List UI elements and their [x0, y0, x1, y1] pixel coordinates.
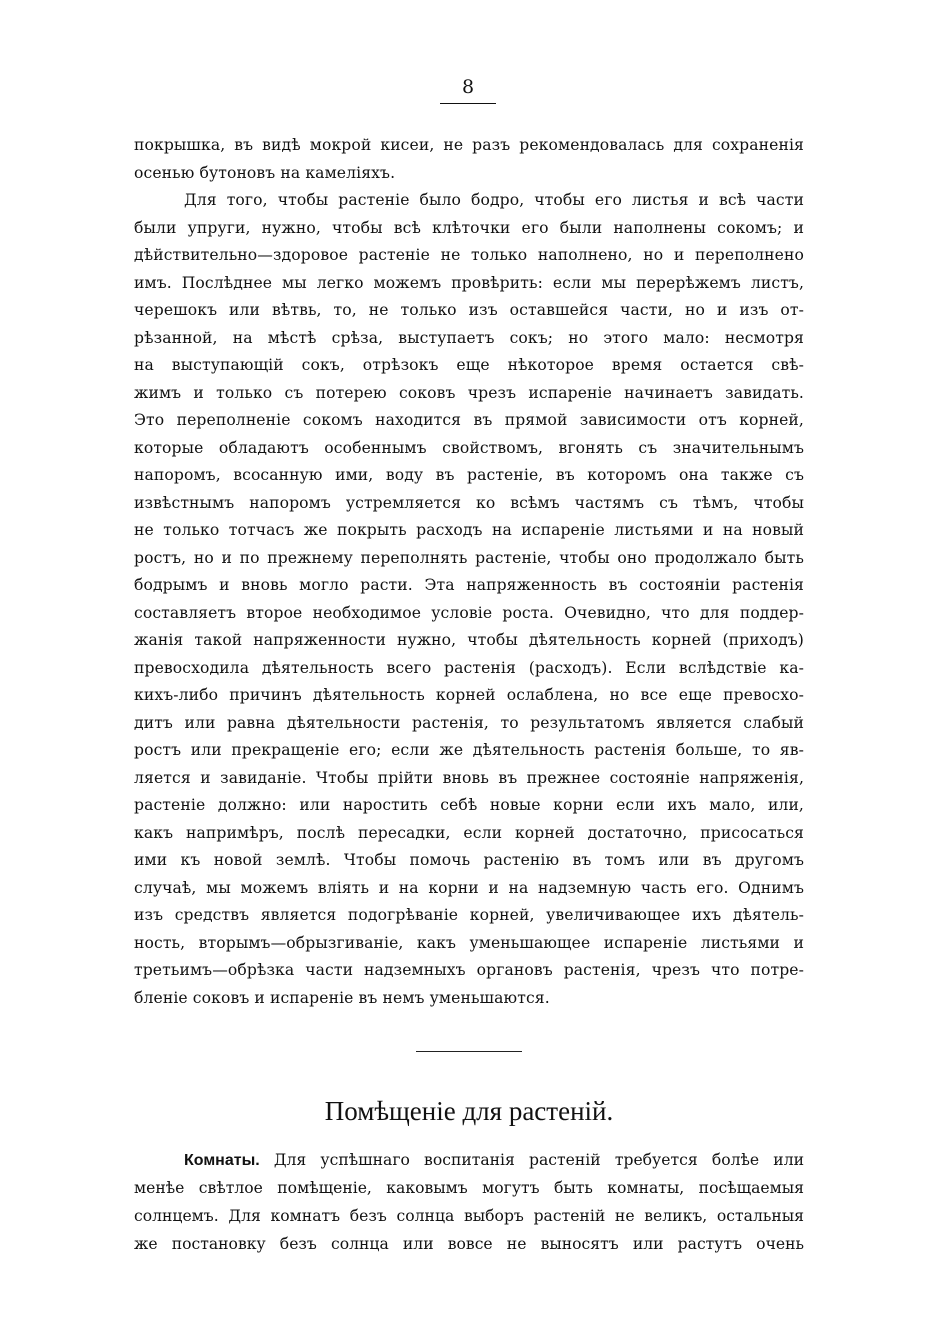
text-line: дѣйствительно—здоровое растеніе не только наполнено, но и переполнено — [134, 246, 804, 264]
text-line: рѣзанной, на мѣстѣ срѣза, выступаетъ сокъ; но этого мало: несмотря — [134, 328, 804, 347]
text-line: третьимъ—обрѣзка части надземныхъ органовъ растенія, чрезъ что потре- — [134, 961, 804, 979]
text-line: кихъ-либо причинъ дѣятельность корней ослаблена, но все еще превосхо- — [134, 686, 804, 704]
page-number-rule — [440, 103, 496, 104]
text-line: были упруги, нужно, чтобы всѣ клѣточки его были наполнены сокомъ; и — [134, 218, 804, 237]
text-line: бодрымъ и вновь могло расти. Эта напряженность въ состояніи растенія — [134, 576, 804, 594]
text-line: которые обладаютъ особеннымъ свойствомъ, вгонять съ значительнымъ — [134, 438, 804, 457]
text-line: менѣе свѣтлое помѣщеніе, каковымъ могутъ быть комнаты, посѣщаемыя — [134, 1179, 804, 1197]
text-line: ими къ новой землѣ. Чтобы помочь растенію въ томъ или въ другомъ — [134, 851, 804, 869]
text-line: извѣстнымъ напоромъ устремляется ко всѣмъ частямъ съ тѣмъ, чтобы — [134, 493, 804, 512]
text-line: растеніе должно: или наростить себѣ новые корни если ихъ мало, или, — [134, 796, 804, 814]
text-line-rest: Для успѣшнаго воспитанія растеній требуется болѣе или — [273, 1151, 804, 1169]
text-line: бленіе соковъ и испареніе въ немъ уменьшаются. — [134, 988, 550, 1007]
text-line: осенью бутоновъ на камеліяхъ. — [134, 163, 396, 182]
section-divider — [416, 1051, 522, 1052]
text-line: дитъ или равна дѣятельности растенія, то результатомъ является слабый — [134, 713, 804, 732]
text-line: случаѣ, мы можемъ вліять и на корни и на надземную часть его. Однимъ — [134, 878, 804, 897]
section-text — [134, 1146, 804, 1258]
text-line: имъ. Послѣднее мы легко можемъ провѣрить: если мы перерѣжемъ листъ, — [134, 273, 804, 292]
text-line: на выступающій сокъ, отрѣзокъ еще нѣкоторое время остается свѣ- — [134, 356, 804, 374]
text-line: покрышка, въ видѣ мокрой кисеи, не разъ рекомендовалась для сохраненія — [134, 136, 804, 154]
text-line: превосходила дѣятельность всего растенія (расходъ). Если вслѣдствіе ка- — [134, 658, 804, 677]
text-line: ростъ, но и по прежнему переполнять растеніе, чтобы оно продолжало быть — [134, 548, 804, 567]
body-text — [134, 132, 804, 1012]
section-title: Помѣщеніе для растеній. — [324, 1096, 614, 1126]
text-line: жимъ и только съ потерею соковъ чрезъ испареніе начинаетъ завидать. — [134, 383, 804, 402]
section-term: Комнаты. — [184, 1152, 260, 1169]
page-number: 8 — [461, 76, 475, 98]
text-line: не только тотчасъ же покрыть расходъ на испареніе листьями и на новый — [134, 521, 804, 539]
text-line: же постановку безъ солнца или вовсе не выносятъ или растутъ очень — [134, 1235, 804, 1253]
text-line: ность, вторымъ—обрызгиваніе, какъ уменьшающее испареніе листьями и — [134, 933, 804, 952]
text-line: солнцемъ. Для комнатъ безъ солнца выборъ растеній не великъ, остальныя — [134, 1207, 804, 1225]
text-line-first — [134, 1146, 804, 1174]
text-line: составляетъ второе необходимое условіе роста. Очевидно, что для поддер- — [134, 603, 804, 622]
text-line: ростъ или прекращеніе его; если же дѣятельность растенія больше, то яв- — [134, 741, 804, 759]
text-line: Для того, чтобы растеніе было бодро, чтобы его листья и всѣ части — [184, 191, 804, 209]
text-line: Это переполненіе сокомъ находится въ прямой зависимости отъ корней, — [134, 411, 804, 429]
text-line: жанія такой напряженности нужно, чтобы дѣятельность корней (приходъ) — [134, 631, 804, 649]
text-line: какъ напримѣръ, послѣ пересадки, если корней достаточно, присосаться — [134, 823, 804, 842]
text-line: ляется и завиданіе. Чтобы прійти вновь въ прежнее состояніе напряженія, — [134, 768, 804, 787]
text-line: изъ средствъ является подогрѣваніе корней, увеличивающее ихъ дѣятель- — [134, 906, 804, 924]
text-line: напоромъ, всосанную ими, воду въ растеніе, въ которомъ она также съ — [134, 466, 804, 484]
text-line: черешокъ или вѣтвь, то, не только изъ оставшейся части, но и изъ от- — [134, 301, 804, 319]
